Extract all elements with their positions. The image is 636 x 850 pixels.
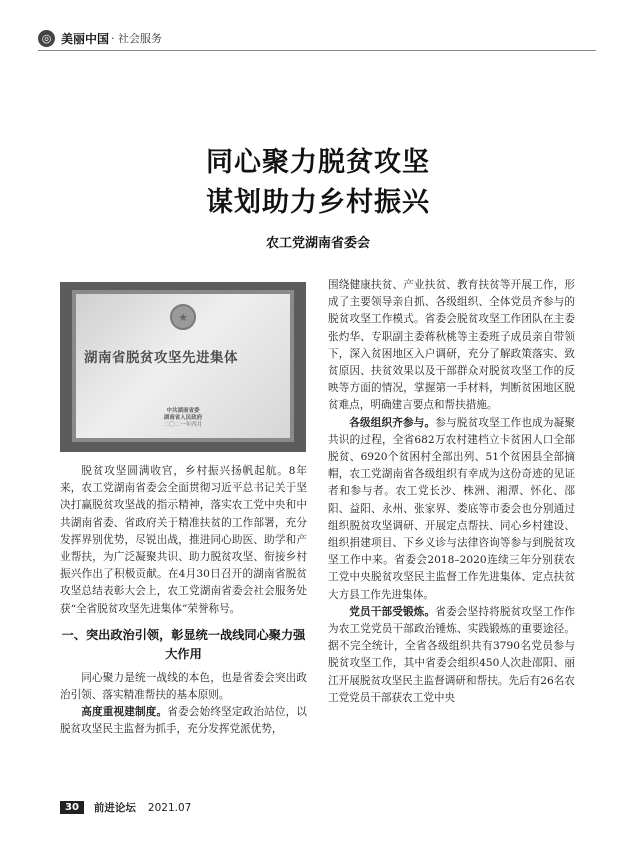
paragraph — [60, 704, 307, 738]
article-title-line1: 同心聚力脱贫攻坚 — [206, 147, 430, 178]
page-footer — [60, 800, 191, 815]
plaque-date: 二〇二一年四月 — [163, 422, 203, 428]
paragraph-body: 省委会始终坚定政治站位，以脱贫攻坚民主监督为抓手，充分发挥党派优势， — [60, 706, 308, 736]
page-number: 30 — [60, 801, 84, 814]
paragraph-lead: 党员干部受锻炼。 — [349, 605, 436, 618]
header-rule — [38, 50, 596, 51]
issue-date: 2021.07 — [147, 801, 192, 814]
article-title-line2: 谋划助力乡村振兴 — [206, 187, 430, 218]
left-column — [60, 463, 307, 739]
paragraph: 脱贫攻坚圆满收官，乡村振兴扬帆起航。8年来，农工党湖南省委会全面贯彻习近平总书记关于坚决打赢脱贫攻坚战的指示精神，落实农工党中央和中共湖南省委、省政府关于精准扶贫的工作部署，充分发挥界别优势，尽锐出战，推进同心助医、助学和产业帮扶，为广泛凝聚共识、助力脱贫攻坚、衔接乡村振兴作出了积极贡献。在4月30日召开的湖南省脱贫攻坚总结表彰大会上，农工党湖南省委会社会服务处获“全省脱贫攻坚先进集体”荣誉称号。 — [60, 465, 307, 615]
section-logo-icon — [38, 30, 55, 47]
magazine-name: 前进论坛 — [93, 802, 136, 814]
paragraph: 同心聚力是统一战线的本色，也是省委会突出政治引领、落实精准帮扶的基本原则。 — [60, 671, 307, 702]
award-plaque — [72, 290, 294, 442]
paragraph — [328, 415, 575, 604]
paragraph-lead: 高度重视建制度。 — [81, 706, 168, 719]
paragraph-body: 参与脱贫攻坚工作也成为凝聚共识的过程，全省682万农村建档立卡贫困人口全部脱贫、6920个贫困村全部出列、51个贫困县全部摘帽，农工党湖南省各级组织有幸成为这份奇迹的见证者和参与者。农工党长沙、株洲、湘潭、怀化、邵阳、益阳、永州、张家界、娄底等市委会也分别通过组织脱贫攻坚调研、开展定点帮扶、同心乡村建设、组织捐建项目、下乡义诊与法律咨询等参与到脱贫攻坚工作中来。省委会2018–2020连续三年分别获农工党中央脱贫攻坚民主监督工作先进集体、定点扶贫大方县工作先进集体。 — [328, 416, 576, 601]
award-plaque-photo — [60, 282, 306, 452]
article-byline: 农工党湖南省委会 — [265, 236, 370, 251]
section-title: 美丽中国 — [61, 31, 110, 46]
national-emblem-icon: ★ — [170, 304, 196, 330]
paragraph: 围绕健康扶贫、产业扶贫、教育扶贫等开展工作，形成了主要领导亲自抓、各级组织、全体党员齐参与的脱贫攻坚工作模式。省委会脱贫攻坚工作团队在主委张灼华、专职副主委蒋秋桃等主委班子成员亲自带领下，深入贫困地区入户调研，充分了解政策落实、致贫原因、扶贫效果以及干部群众对脱贫攻坚工作的反映等方面的情况，掌握第一手材料，判断贫困地区脱贫难点，明确建言要点和帮扶措施。 — [328, 279, 575, 412]
page-header — [38, 28, 162, 48]
logo-glyph: ◎ — [41, 31, 52, 45]
paragraph-lead: 各级组织齐参与。 — [349, 416, 436, 429]
paragraph-body: 省委会坚持将脱贫攻坚工作作为农工党党员干部政治锤炼、实践锻炼的重要途径。据不完全统计，全省各级组织共有3790名党员参与脱贫攻坚工作，其中省委会组织450人次赴邵阳、丽江开展脱贫攻坚民主监督调研和帮扶。先后有26名农工党党员干部获农工党中央 — [328, 605, 576, 704]
plaque-title: 湖南省脱贫攻坚先进集体 — [84, 350, 238, 366]
plaque-org1: 中共湖南省委 — [166, 408, 200, 414]
subsection-title: · 社会服务 — [111, 32, 163, 45]
plaque-org2: 湖南省人民政府 — [163, 415, 203, 421]
paragraph — [328, 604, 575, 707]
section-heading: 一、突出政治引领，彰显统一战线同心聚力强大作用 — [61, 627, 306, 661]
right-column — [328, 277, 575, 707]
